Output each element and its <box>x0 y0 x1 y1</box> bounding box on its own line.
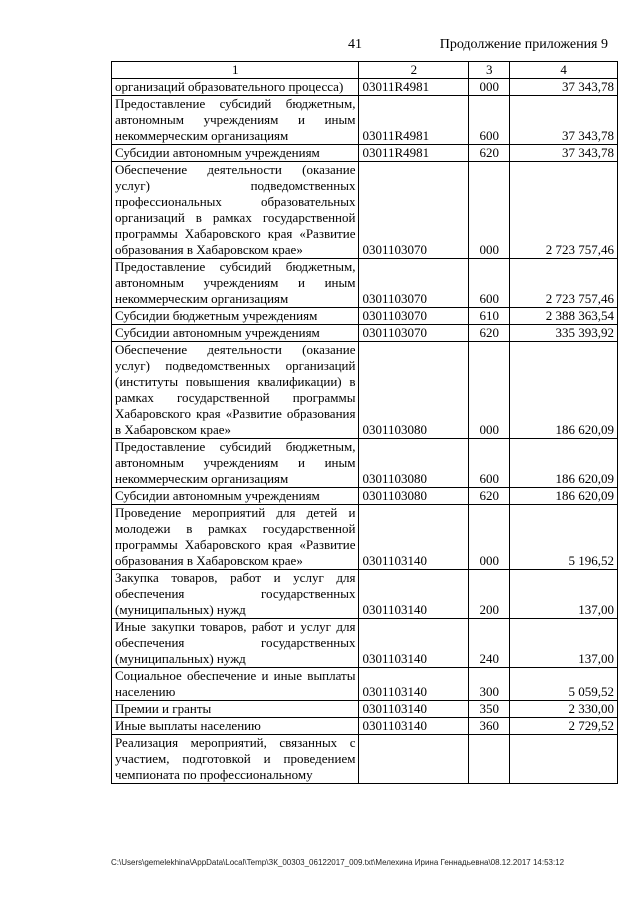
row-sum-cell: 137,00 <box>510 570 618 619</box>
row-type-cell: 600 <box>469 96 510 145</box>
budget-table <box>111 61 618 784</box>
table-row <box>112 145 618 162</box>
row-sum-cell: 137,00 <box>510 619 618 668</box>
row-type-cell: 000 <box>469 505 510 570</box>
row-type-cell: 000 <box>469 79 510 96</box>
row-type-cell: 360 <box>469 718 510 735</box>
row-code-cell: 0301103080 <box>359 488 469 505</box>
row-sum-cell: 2 330,00 <box>510 701 618 718</box>
row-name-cell: Субсидии автономным учреждениям <box>112 145 359 162</box>
row-type-cell: 000 <box>469 342 510 439</box>
row-code-cell: 0301103070 <box>359 162 469 259</box>
row-name-cell: Социальное обеспечение и иные выплаты населению <box>112 668 359 701</box>
row-sum-cell: 186 620,09 <box>510 488 618 505</box>
table-row <box>112 79 618 96</box>
row-name-cell: Иные выплаты населению <box>112 718 359 735</box>
row-sum-cell: 5 059,52 <box>510 668 618 701</box>
row-type-cell: 610 <box>469 308 510 325</box>
column-header-name: 1 <box>112 62 359 79</box>
continuation-label: Продолжение приложения 9 <box>439 37 608 52</box>
row-name-cell: Предоставление субсидий бюджетным, автономным учреждениям и иным некоммерческим организациям <box>112 96 359 145</box>
row-sum-cell: 335 393,92 <box>510 325 618 342</box>
row-sum-cell: 2 388 363,54 <box>510 308 618 325</box>
row-name-cell: Закупка товаров, работ и услуг для обеспечения государственных (муниципальных) нужд <box>112 570 359 619</box>
table-row <box>112 488 618 505</box>
row-code-cell: 0301103140 <box>359 668 469 701</box>
row-type-cell: 300 <box>469 668 510 701</box>
row-name-cell: Проведение мероприятий для детей и молодежи в рамках государственной программы Хабаровского края «Развитие образования в Хабаровском крае» <box>112 505 359 570</box>
row-type-cell: 620 <box>469 325 510 342</box>
row-code-cell: 0301103070 <box>359 308 469 325</box>
row-sum-cell: 5 196,52 <box>510 505 618 570</box>
table-row <box>112 718 618 735</box>
row-code-cell: 0301103140 <box>359 701 469 718</box>
row-sum-cell: 2 723 757,46 <box>510 162 618 259</box>
row-type-cell <box>469 735 510 784</box>
column-header-sum: 4 <box>510 62 618 79</box>
row-code-cell: 0301103140 <box>359 505 469 570</box>
table-row <box>112 342 618 439</box>
column-header-type: 3 <box>469 62 510 79</box>
row-sum-cell <box>510 735 618 784</box>
page-number: 41 <box>348 37 362 52</box>
table-row <box>112 96 618 145</box>
row-sum-cell: 37 343,78 <box>510 79 618 96</box>
table-row <box>112 570 618 619</box>
table-row <box>112 162 618 259</box>
row-name-cell: Обеспечение деятельности (оказание услуг) подведомственных организаций (институты повышения квалификации) в рамках государственной программы Хабаровского края «Развитие образования в Хабаровском крае» <box>112 342 359 439</box>
row-sum-cell: 186 620,09 <box>510 342 618 439</box>
table-row <box>112 735 618 784</box>
row-sum-cell: 37 343,78 <box>510 96 618 145</box>
row-name-cell: Обеспечение деятельности (оказание услуг) подведомственных профессиональных образовательных организаций в рамках государственной программы Хабаровского края «Развитие образования в Хабаровском крае» <box>112 162 359 259</box>
table-body <box>112 79 618 784</box>
table-row <box>112 701 618 718</box>
row-type-cell: 200 <box>469 570 510 619</box>
file-path-footer: C:\Users\gemelekhina\AppData\Local\Temp\ЗК_00303_06122017_009.txt\Мелехина Ирина Геннадьевна\08.12.2017 14:53:12 <box>111 858 565 867</box>
row-type-cell: 620 <box>469 145 510 162</box>
row-type-cell: 600 <box>469 259 510 308</box>
row-name-cell: Предоставление субсидий бюджетным, автономным учреждениям и иным некоммерческим организациям <box>112 259 359 308</box>
row-type-cell: 600 <box>469 439 510 488</box>
row-code-cell: 0301103080 <box>359 342 469 439</box>
table-row <box>112 308 618 325</box>
row-code-cell: 0301103070 <box>359 259 469 308</box>
table-row <box>112 439 618 488</box>
row-name-cell: организаций образовательного процесса) <box>112 79 359 96</box>
table-row <box>112 325 618 342</box>
row-code-cell: 03011R4981 <box>359 96 469 145</box>
table-row <box>112 668 618 701</box>
row-code-cell: 0301103140 <box>359 570 469 619</box>
row-code-cell: 0301103140 <box>359 619 469 668</box>
column-header-code: 2 <box>359 62 469 79</box>
row-name-cell: Премии и гранты <box>112 701 359 718</box>
row-type-cell: 000 <box>469 162 510 259</box>
row-sum-cell: 2 729,52 <box>510 718 618 735</box>
row-name-cell: Реализация мероприятий, связанных с участием, подготовкой и проведением чемпионата по профессиональному <box>112 735 359 784</box>
table-header-row <box>112 62 618 79</box>
row-type-cell: 240 <box>469 619 510 668</box>
table-row <box>112 619 618 668</box>
row-name-cell: Предоставление субсидий бюджетным, автономным учреждениям и иным некоммерческим организациям <box>112 439 359 488</box>
row-code-cell: 03011R4981 <box>359 145 469 162</box>
row-code-cell <box>359 735 469 784</box>
row-sum-cell: 2 723 757,46 <box>510 259 618 308</box>
table-row <box>112 259 618 308</box>
row-code-cell: 0301103080 <box>359 439 469 488</box>
row-code-cell: 0301103140 <box>359 718 469 735</box>
row-code-cell: 0301103070 <box>359 325 469 342</box>
row-sum-cell: 186 620,09 <box>510 439 618 488</box>
row-name-cell: Субсидии автономным учреждениям <box>112 488 359 505</box>
row-sum-cell: 37 343,78 <box>510 145 618 162</box>
row-type-cell: 350 <box>469 701 510 718</box>
row-name-cell: Иные закупки товаров, работ и услуг для обеспечения государственных (муниципальных) нужд <box>112 619 359 668</box>
row-name-cell: Субсидии бюджетным учреждениям <box>112 308 359 325</box>
table-row <box>112 505 618 570</box>
row-code-cell: 03011R4981 <box>359 79 469 96</box>
row-name-cell: Субсидии автономным учреждениям <box>112 325 359 342</box>
row-type-cell: 620 <box>469 488 510 505</box>
